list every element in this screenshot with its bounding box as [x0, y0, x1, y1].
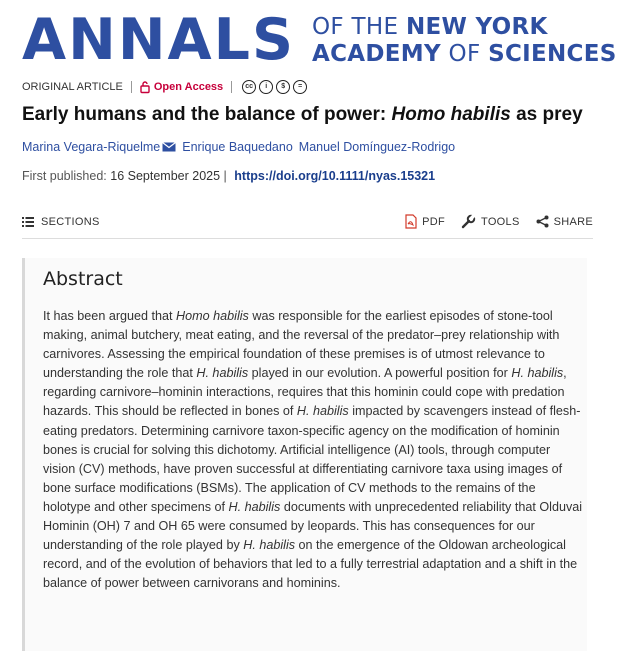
- abstract-heading: Abstract: [43, 268, 123, 290]
- share-button[interactable]: [536, 215, 593, 228]
- abstract-section: [22, 258, 587, 651]
- list-icon: [22, 217, 34, 227]
- sections-label: SECTIONS: [41, 216, 100, 228]
- tools-button[interactable]: [461, 214, 520, 229]
- published-date: 16 September 2025: [110, 169, 221, 183]
- tools-label: TOOLS: [481, 215, 520, 228]
- separator: |: [223, 169, 227, 183]
- published-label: First published:: [22, 169, 107, 183]
- pdf-icon: [405, 214, 417, 229]
- author-list: [22, 140, 461, 154]
- open-access-badge[interactable]: [140, 81, 223, 93]
- wrench-icon: [461, 214, 476, 229]
- pdf-button[interactable]: [405, 214, 445, 229]
- sections-menu[interactable]: [22, 216, 100, 228]
- share-icon: [536, 215, 549, 228]
- open-lock-icon: [140, 81, 150, 93]
- divider: [131, 81, 132, 93]
- nd-icon: =: [293, 80, 307, 94]
- license-icons[interactable]: [242, 80, 307, 94]
- cc-icon: cc: [242, 80, 256, 94]
- author-link[interactable]: Enrique Baquedano: [182, 140, 293, 154]
- pdf-label: PDF: [422, 215, 445, 228]
- by-icon: i: [259, 80, 273, 94]
- divider: [231, 81, 232, 93]
- article-toolbar: [22, 208, 593, 239]
- article-title: Early humans and the balance of power: Homo habilis as prey: [22, 104, 583, 125]
- nc-icon: $: [276, 80, 290, 94]
- abstract-text: It has been argued that Homo habilis was responsible for the earliest episodes of stone-tool making, animal butchery, meat eating, and the reversal of the predator–prey relationship with carnivores. Assessing the empirical foundation of these premises is of utmost relevance to understanding the role that H. habilis played in our evolution. A powerful position for H. habilis, regarding carnivore–hominin interactions, requires that this hominin could cope with predation hazards. This should be reflected in bones of H. habilis impacted by scavengers instead of flesh-eating predators. Determining carnivore taxon-specific agency on the modification of hominin bones is crucial for solving this dichotomy. Artificial intelligence (AI) tools, through computer vision (CV) methods, have proven successful at differentiating carnivore taxa using images of bone surface modifications (BSMs). The application of CV methods to the remains of the holotype and other specimens of H. habilis documents with unprecedented reliability that Olduvai Hominin (OH) 7 and OH 65 were consumed by leopards. This has consequences for our understanding of the role played by H. habilis on the emergence of the Oldowan archeological record, and of the evolution of behaviors that led to a fully terrestrial adaptation and a shift in the balance of power between carnivorans and hominins.: [43, 309, 583, 591]
- author-link[interactable]: Manuel Domínguez-Rodrigo: [298, 140, 456, 154]
- doi-link[interactable]: https://doi.org/10.1111/nyas.15321: [234, 169, 436, 183]
- journal-brand: ANNALS: [22, 7, 296, 73]
- email-icon[interactable]: [162, 142, 176, 152]
- article-meta-row: [22, 79, 307, 95]
- author-link[interactable]: Marina Vegara-Riquelme: [22, 140, 161, 154]
- publication-info: [22, 169, 435, 183]
- journal-masthead[interactable]: [22, 7, 617, 73]
- share-label: SHARE: [553, 215, 593, 228]
- journal-subtitle: OF THE NEW YORK ACADEMY OF SCIENCES: [312, 14, 617, 67]
- open-access-label: Open Access: [153, 81, 224, 93]
- article-type: ORIGINAL ARTICLE: [22, 81, 123, 93]
